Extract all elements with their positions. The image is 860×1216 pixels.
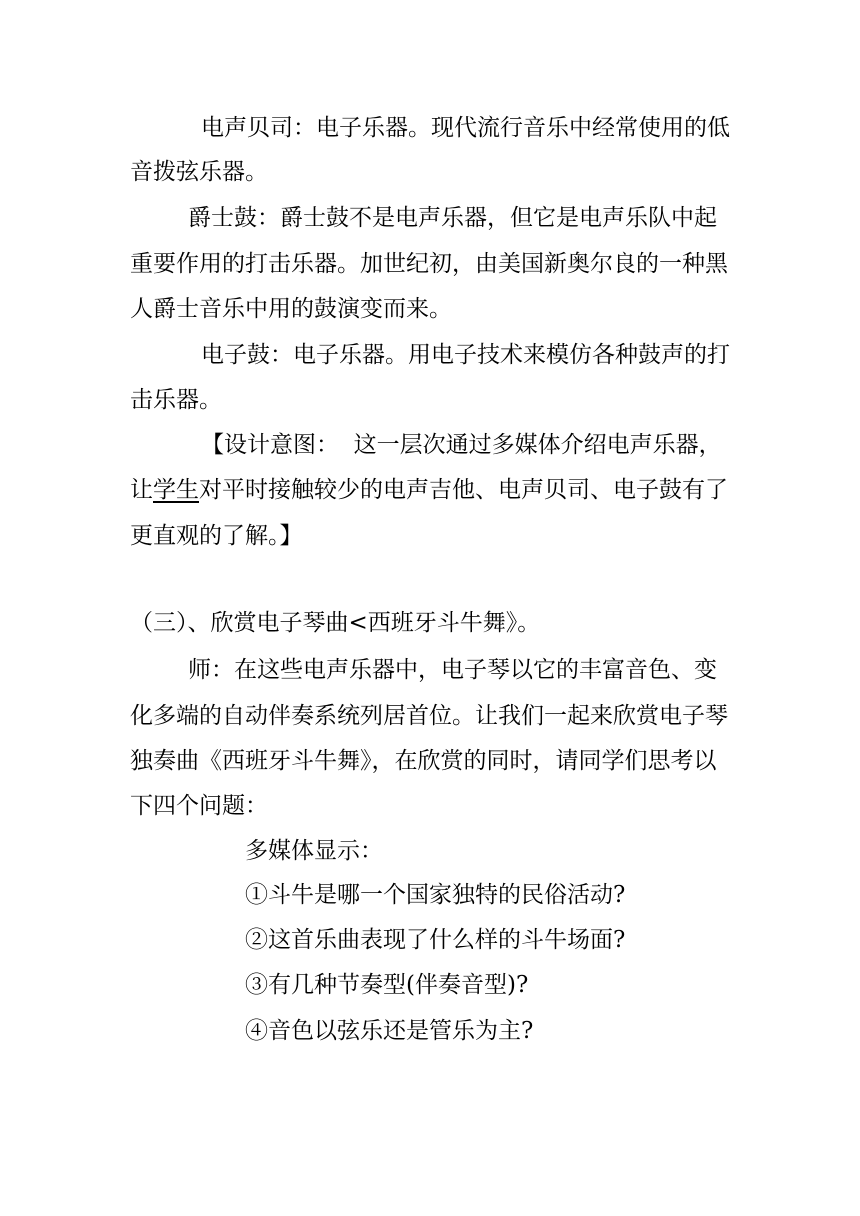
text-line: 下四个问题： bbox=[130, 793, 268, 819]
design-intent-line bbox=[130, 475, 728, 505]
text-line: 音拨弦乐器。 bbox=[130, 159, 268, 185]
text-line: 电子鼓：电子乐器。用电子技术来模仿各种鼓声的打 bbox=[201, 342, 730, 368]
underlined-text: 学生 bbox=[153, 477, 199, 503]
question-item: ②这首乐曲表现了什么样的斗牛场面? bbox=[245, 927, 626, 953]
text-line: 击乐器。 bbox=[130, 387, 222, 413]
question-item: ①斗牛是哪一个国家独特的民俗活动? bbox=[245, 882, 626, 908]
question-item: ③有几种节奏型(伴奏音型)? bbox=[245, 972, 529, 998]
design-intent-line: 更直观的了解。】 bbox=[130, 523, 303, 549]
question-item: ④音色以弦乐还是管乐为主? bbox=[245, 1018, 534, 1044]
text-line: 独奏曲《西班牙斗牛舞》，在欣赏的同时，请同学们思考以 bbox=[130, 748, 717, 774]
text-line: 重要作用的打击乐器。加世纪初，由美国新奥尔良的一种黑 bbox=[130, 251, 728, 277]
text-line: 化多端的自动伴奏系统列居首位。让我们一起来欣赏电子琴 bbox=[130, 703, 728, 729]
text-line: 爵士鼓：爵士鼓不是电声乐器，但它是电声乐队中起 bbox=[188, 205, 717, 231]
design-intent-line: 【设计意图： 这一层次通过多媒体介绍电声乐器， bbox=[201, 432, 722, 458]
section-heading: （三）、欣赏电子琴曲<西班牙斗牛舞》。 bbox=[130, 610, 541, 636]
media-label: 多媒体显示： bbox=[245, 838, 383, 864]
text-span: 让 bbox=[130, 477, 153, 503]
text-line: 人爵士音乐中用的鼓演变而来。 bbox=[130, 296, 452, 322]
text-line: 师：在这些电声乐器中，电子琴以它的丰富音色、变 bbox=[188, 657, 717, 683]
text-line: 电声贝司：电子乐器。现代流行音乐中经常使用的低 bbox=[201, 115, 730, 141]
text-span: 对平时接触较少的电声吉他、电声贝司、电子鼓有了 bbox=[199, 477, 728, 503]
